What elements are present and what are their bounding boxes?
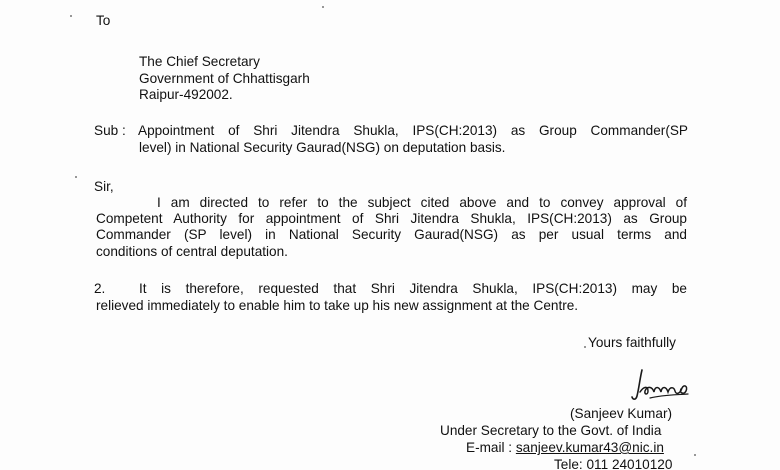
- para1-line-1: I am directed to refer to the subject cited above and to convey approval of: [157, 195, 687, 210]
- scan-speck: [322, 6, 324, 8]
- scan-speck: [70, 15, 72, 17]
- addressee-line-1: The Chief Secretary: [139, 54, 260, 69]
- para1-line-4: conditions of central deputation.: [96, 244, 288, 259]
- addressee-line-2: Government of Chhattisgarh: [139, 71, 310, 86]
- email-link[interactable]: sanjeev.kumar43@nic.in: [515, 440, 664, 455]
- para2-line-1: It is therefore, requested that Shri Jitendra Shukla, IPS(CH:2013) may be: [139, 281, 687, 296]
- subject-line-1: Appointment of Shri Jitendra Shukla, IPS(CH:2013) as Group Commander(SP: [138, 123, 688, 138]
- scan-speck: [584, 346, 586, 348]
- subject-line-2: level) in National Security Gaurad(NSG) on deputation basis.: [139, 140, 506, 155]
- salutation: Sir,: [94, 179, 114, 194]
- para1-line-3: Commander (SP level) in National Security Gaurad(NSG) as per usual terms and: [96, 227, 687, 242]
- signatory-telephone: Tele: 011 24010120: [554, 457, 673, 470]
- scan-speck: [75, 176, 77, 178]
- signature-image: [628, 364, 692, 408]
- signatory-name: (Sanjeev Kumar): [570, 406, 672, 421]
- addressee-line-3: Raipur-492002.: [139, 87, 233, 102]
- to-label: To: [96, 13, 111, 28]
- scan-speck: [694, 454, 696, 456]
- subject-label: Sub :: [94, 123, 126, 138]
- para2-line-2: relieved immediately to enable him to take up his new assignment at the Centre.: [96, 298, 579, 313]
- para1-line-2: Competent Authority for appointment of Shri Jitendra Shukla, IPS(CH:2013) as Group: [96, 211, 687, 226]
- para2-number: 2.: [94, 281, 106, 296]
- email-label: E-mail :: [466, 440, 513, 455]
- closing: Yours faithfully: [588, 335, 676, 350]
- signatory-designation: Under Secretary to the Govt. of India: [440, 423, 662, 438]
- signatory-email-row: [466, 439, 664, 456]
